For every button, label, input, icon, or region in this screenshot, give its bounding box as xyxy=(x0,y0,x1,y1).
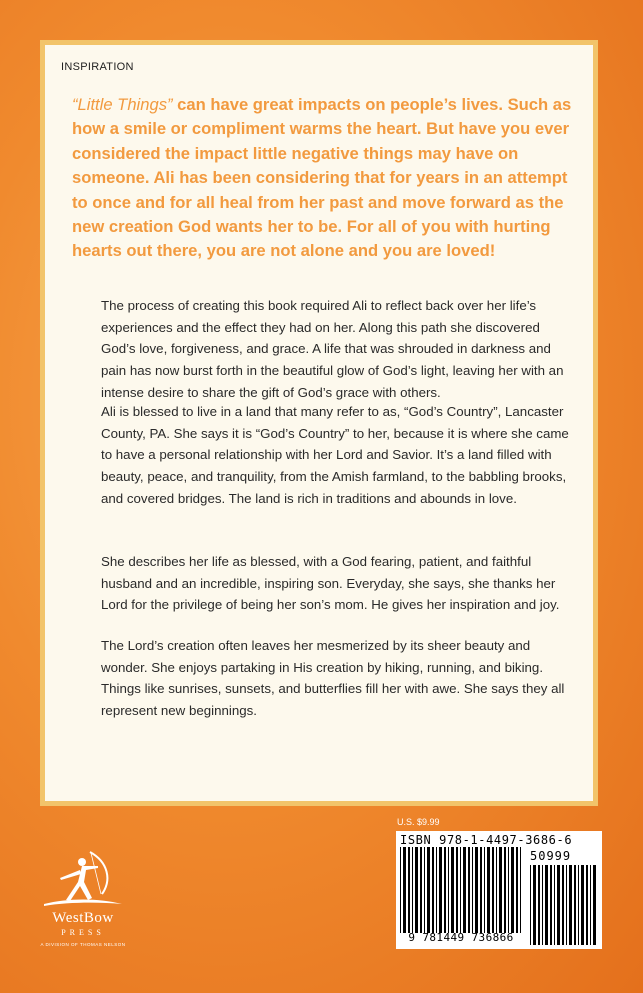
barcode-bar xyxy=(593,865,596,945)
barcode-bar xyxy=(472,847,473,933)
barcode-bar xyxy=(484,847,485,933)
archer-icon xyxy=(38,848,128,910)
barcode-bar xyxy=(496,847,497,933)
body-paragraph-3: She describes her life as blessed, with a God fearing, patient, and faithful husband and an incredible, inspiring son. Everyday, she says, she thanks her Lord for the privilege of being her son’s mom. He gives her inspiration and joy. xyxy=(101,554,560,613)
barcode-bar xyxy=(436,847,437,933)
barcode-bar xyxy=(538,865,540,945)
barcode-bar xyxy=(504,847,506,933)
barcode-addon xyxy=(530,865,596,945)
barcode-bar xyxy=(562,865,564,945)
barcode-bar xyxy=(492,847,494,933)
barcode-bar xyxy=(463,847,466,933)
barcode-bar xyxy=(475,847,478,933)
publisher-logo xyxy=(38,848,128,960)
barcode-bar xyxy=(566,865,567,945)
barcode-bar xyxy=(415,847,418,933)
barcode-bar xyxy=(574,865,576,945)
barcode-bar xyxy=(456,847,458,933)
barcode-bar xyxy=(403,847,406,933)
barcode-bar xyxy=(408,847,410,933)
barcode-bar xyxy=(448,847,449,933)
barcode-bar xyxy=(424,847,425,933)
barcode-bar xyxy=(520,847,521,933)
body-paragraph-1: The process of creating this book required Ali to reflect back over her life’s experiences and the effect they had on her. Along this path she discovered God’s love, forgiveness, and grace. A life that was shrouded in darkness and pain has now burst forth in the beautiful glow of God’s light, leaving her with an intense desire to share the gift of God’s grace with others. xyxy=(101,298,564,400)
barcode-bar xyxy=(468,847,470,933)
barcode-bar xyxy=(530,865,531,945)
barcode-bar xyxy=(432,847,434,933)
barcode-bar xyxy=(511,847,514,933)
barcode-bar xyxy=(460,847,461,933)
barcode-bar xyxy=(542,865,543,945)
barcode-bar xyxy=(487,847,490,933)
barcode-bar xyxy=(554,865,555,945)
barcode-bar xyxy=(516,847,518,933)
body-paragraph-2: Ali is blessed to live in a land that many refer to as, “God’s Country”, Lancaster County, PA. She says it is “God’s Country” to her, because it is where she came to have a personal relationship with her Lord and Savior. It’s a land filled with beauty, peace, and tranquility, from the Amish farmland, to the babbling brooks, and covered bridges. The land is rich in traditions and abounds in love. xyxy=(101,404,569,506)
barcode-bar xyxy=(480,847,482,933)
barcode-bar xyxy=(439,847,442,933)
barcode-bar xyxy=(420,847,422,933)
body-paragraph-4: The Lord’s creation often leaves her mesmerized by its sheer beauty and wonder. She enjoys partaking in His creation by hiking, running, and biking. Things like sunrises, sunsets, and butterflies fill her with awe. She says they all represent new beginnings. xyxy=(101,638,565,719)
lede-blurb xyxy=(72,93,582,264)
lede-title: “Little Things” xyxy=(72,95,173,114)
publisher-brand: WestBow xyxy=(52,910,114,926)
isbn-digits: 9 781449 736866 xyxy=(408,931,514,944)
barcode-box xyxy=(396,831,602,949)
barcode-bar xyxy=(533,865,536,945)
publisher-division: A DIVISION OF THOMAS NELSON xyxy=(40,942,126,947)
price-label: U.S. $9.99 xyxy=(397,817,440,827)
barcode-bar xyxy=(550,865,552,945)
category-label: INSPIRATION xyxy=(61,61,134,73)
barcode-bar xyxy=(586,865,588,945)
barcode-bar xyxy=(427,847,430,933)
barcode-bar xyxy=(557,865,560,945)
barcode-bar xyxy=(578,865,579,945)
barcode-addon-number: 50999 xyxy=(530,849,572,863)
barcode-bar xyxy=(451,847,454,933)
publisher-press: PRESS xyxy=(61,928,105,937)
barcode-bar xyxy=(444,847,446,933)
lede-text: can have great impacts on people’s lives. Such as how a smile or compliment warms the heart. But have you ever considered the impact little negative things may have on someone. Ali has been considering that for years in an attempt to once and for all heal from her past and move forward as the new creation God wants her to be. For all of you with hurting hearts out there, you are not alone and you are loved! xyxy=(72,95,572,261)
barcode-bar xyxy=(412,847,413,933)
barcode-bar xyxy=(590,865,591,945)
barcode-bar xyxy=(545,865,548,945)
barcode-bar xyxy=(569,865,572,945)
barcode-bar xyxy=(581,865,584,945)
barcode-bar xyxy=(508,847,509,933)
barcode-main xyxy=(400,847,524,933)
isbn-label: ISBN 978-1-4497-3686-6 xyxy=(400,833,573,847)
back-cover-panel xyxy=(40,40,598,806)
barcode-bar xyxy=(400,847,401,933)
barcode-bar xyxy=(499,847,502,933)
